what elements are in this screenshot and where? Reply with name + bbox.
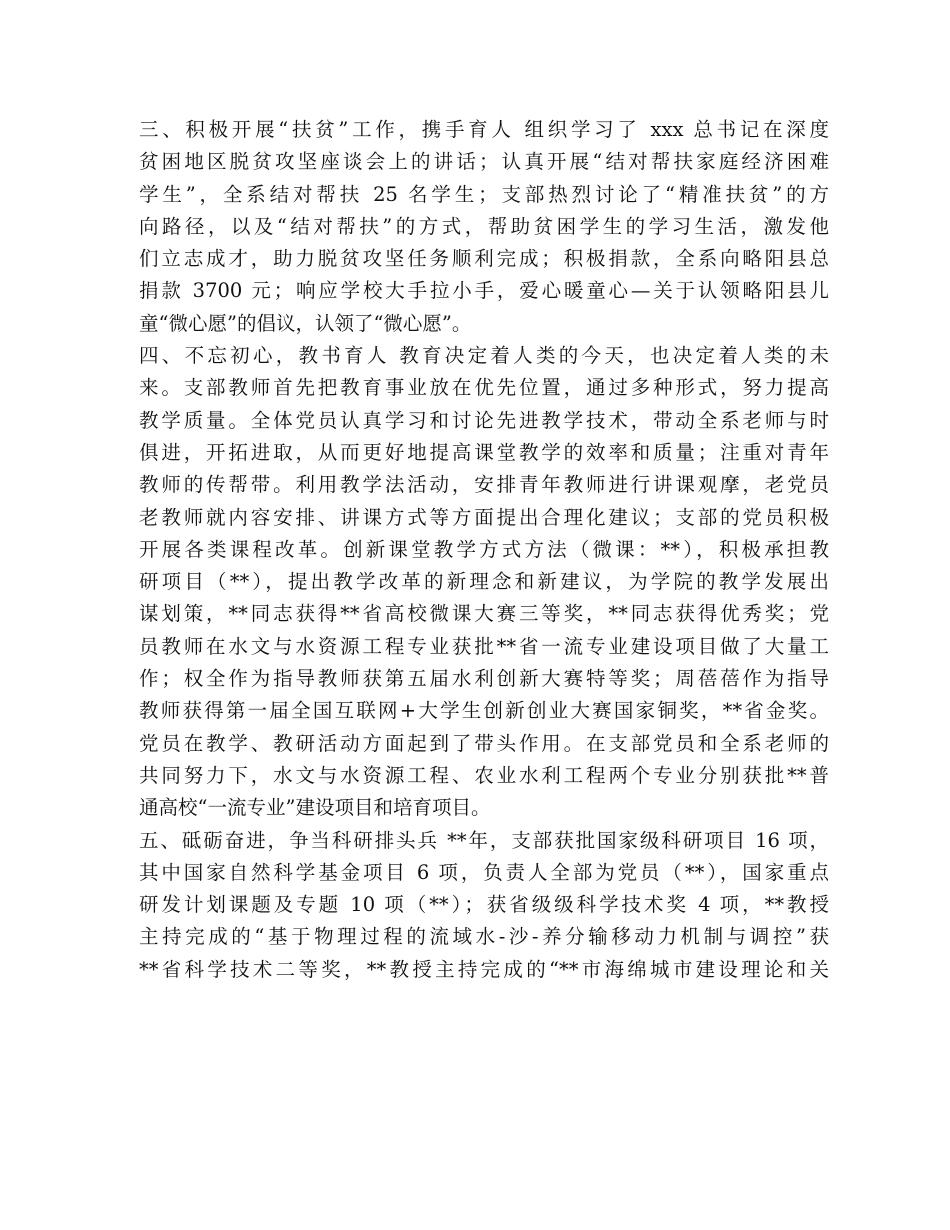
text-line: 教师获得第一届全国互联网+大学生创新创业大赛国家铜奖，**省金奖。 bbox=[139, 699, 829, 723]
text-line: 三、积极开展“扶贫”工作，携手育人 组织学习了 xxx 总书记在深度 bbox=[139, 118, 829, 141]
text-line: 研发计划课题及专题 10 项（**）；获省级级科学技术奖 4 项，**教授 bbox=[139, 893, 829, 917]
text-line: 共同努力下，水文与水资源工程、农业水利工程两个专业分别获批**普 bbox=[139, 763, 829, 787]
text-line: 童“微心愿”的倡议，认领了“微心愿”。 bbox=[139, 311, 472, 335]
text-line: 老教师就内容安排、讲课方式等方面提出合理化建议；支部的党员积极 bbox=[139, 505, 829, 529]
text-line: 来。支部教师首先把教育事业放在优先位置，通过多种形式，努力提高 bbox=[139, 376, 829, 400]
text-line: 教师的传帮带。利用教学法活动，安排青年教师进行讲课观摩，老党员 bbox=[139, 473, 829, 497]
text-line: 向路径，以及“结对帮扶”的方式，帮助贫困学生的学习生活，激发他 bbox=[139, 214, 829, 238]
text-line: 党员在教学、教研活动方面起到了带头作用。在支部党员和全系老师的 bbox=[139, 731, 829, 755]
text-line: 作；权全作为指导教师获第五届水利创新大赛特等奖；周蓓蓓作为指导 bbox=[139, 667, 829, 691]
text-line: 们立志成才，助力脱贫攻坚任务顺利完成；积极捐款，全系向略阳县总 bbox=[139, 247, 829, 271]
text-line: 研项目（**），提出教学改革的新理念和新建议，为学院的教学发展出 bbox=[139, 570, 829, 594]
text-line: 五、砥砺奋进，争当科研排头兵 **年，支部获批国家级科研项目 16 项， bbox=[139, 828, 829, 852]
text-line: 主持完成的“基于物理过程的流域水-沙-养分输移动力机制与调控”获 bbox=[139, 925, 829, 949]
text-line: 教学质量。全体党员认真学习和讨论先进教学技术，带动全系老师与时 bbox=[139, 408, 829, 432]
text-line: 俱进，开拓进取，从而更好地提高课堂教学的效率和质量；注重对青年 bbox=[139, 440, 829, 464]
text-line: 四、不忘初心，教书育人 教育决定着人类的今天，也决定着人类的未 bbox=[139, 344, 829, 368]
text-line: 开展各类课程改革。创新课堂教学方式方法（微课：**），积极承担教 bbox=[139, 537, 829, 561]
text-line: 其中国家自然科学基金项目 6 项，负责人全部为党员（**），国家重点 bbox=[139, 860, 829, 884]
text-line: **省科学技术二等奖，**教授主持完成的“**市海绵城市建设理论和关 bbox=[139, 957, 829, 981]
body-text bbox=[139, 114, 829, 986]
text-line: 贫困地区脱贫攻坚座谈会上的讲话；认真开展“结对帮扶家庭经济困难 bbox=[139, 150, 829, 174]
text-line: 学生”，全系结对帮扶 25 名学生；支部热烈讨论了“精准扶贫”的方 bbox=[139, 182, 829, 206]
text-line: 通高校“一流专业”建设项目和培育项目。 bbox=[139, 796, 491, 820]
text-line: 捐款 3700 元；响应学校大手拉小手，爱心暖童心—关于认领略阳县儿 bbox=[139, 279, 829, 303]
text-line: 员教师在水文与水资源工程专业获批**省一流专业建设项目做了大量工 bbox=[139, 634, 829, 658]
text-line: 谋划策，**同志获得**省高校微课大赛三等奖，**同志获得优秀奖；党 bbox=[139, 602, 829, 626]
